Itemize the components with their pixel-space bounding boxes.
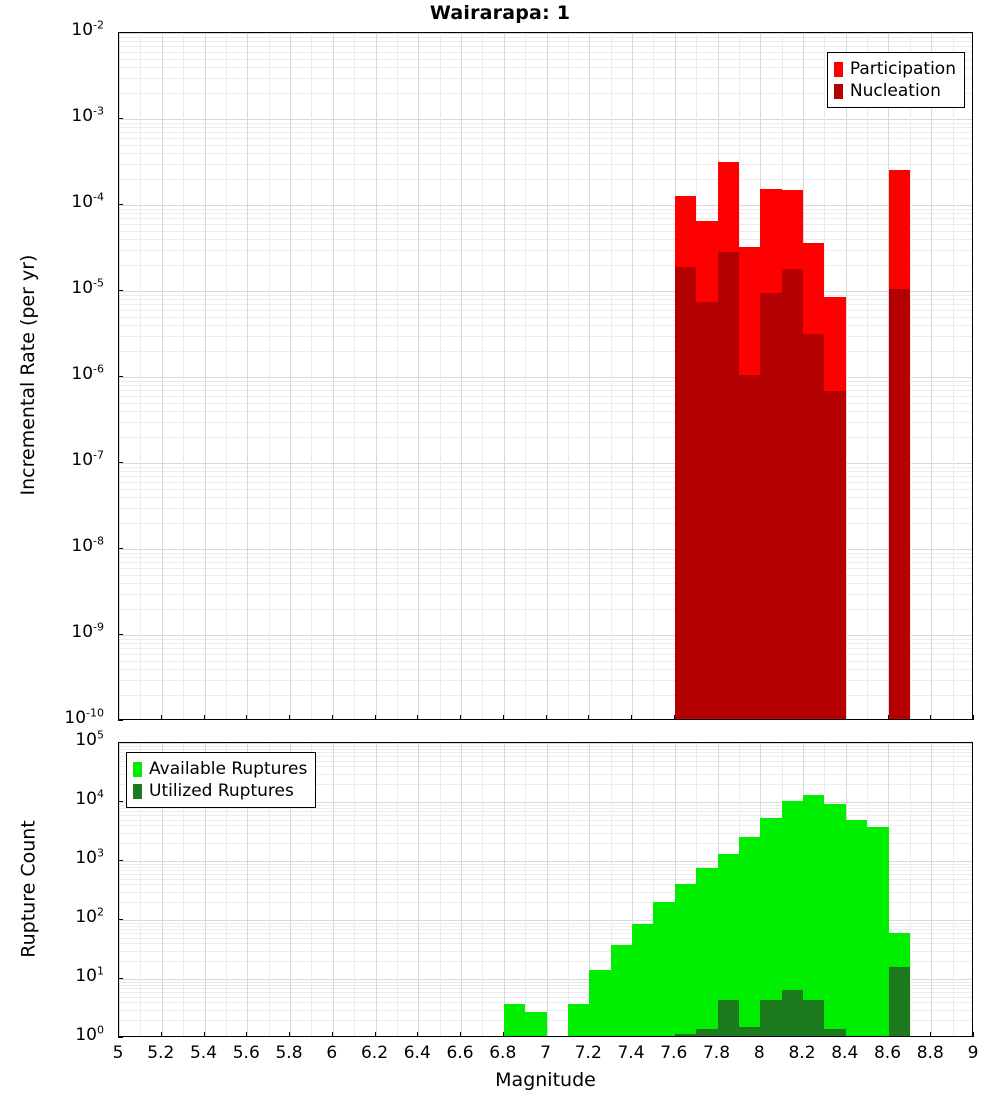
y-tick-label: $10^{-9}$ <box>71 620 104 642</box>
bar <box>760 1000 781 1036</box>
y-tick-label: $10^5$ <box>75 728 104 750</box>
bar <box>824 804 845 1036</box>
page-title: Wairarapa: 1 <box>429 2 571 24</box>
legend-item <box>133 758 307 780</box>
x-tick-label: 8.4 <box>831 1043 859 1063</box>
x-tick-label: 6.8 <box>489 1043 517 1063</box>
bar <box>867 827 888 1036</box>
x-tick-label: 7.2 <box>574 1043 602 1063</box>
bar <box>739 375 760 719</box>
legend-swatch-icon <box>133 784 142 799</box>
bar <box>696 868 717 1036</box>
x-tick-label: 5.6 <box>232 1043 260 1063</box>
x-tick-label: 5.8 <box>275 1043 303 1063</box>
legend-top <box>827 52 965 108</box>
bar <box>653 902 674 1036</box>
bar <box>611 945 632 1036</box>
legend-swatch-icon <box>834 62 843 77</box>
legend-label: Participation <box>849 59 956 79</box>
bar <box>846 820 867 1036</box>
y-tick-label: $10^4$ <box>75 787 104 809</box>
bar <box>739 1027 760 1036</box>
bar <box>803 334 824 719</box>
bar <box>824 391 845 719</box>
x-tick-label: 9 <box>967 1043 979 1063</box>
y-tick-label: $10^3$ <box>75 846 104 868</box>
y-tick-label: $10^{-10}$ <box>64 706 104 728</box>
y-axis-label-top: Incremental Rate (per yr) <box>17 254 39 496</box>
bar <box>675 1034 696 1036</box>
bar <box>696 1029 717 1036</box>
x-tick-label: 5.2 <box>147 1043 175 1063</box>
bar <box>589 970 610 1036</box>
x-tick-label: 6 <box>326 1043 338 1063</box>
bars-top <box>119 33 972 719</box>
y-tick-label: $10^2$ <box>75 905 104 927</box>
legend-swatch-icon <box>133 762 142 777</box>
legend-item <box>834 80 956 102</box>
x-tick-label: 7 <box>540 1043 551 1063</box>
x-tick-label: 5.4 <box>189 1043 218 1063</box>
bar <box>889 967 910 1036</box>
bar <box>696 302 717 719</box>
x-axis-label: Magnitude <box>495 1069 596 1091</box>
bar <box>782 269 803 719</box>
y-tick-label: $10^{-4}$ <box>71 190 104 212</box>
bar <box>568 1004 589 1036</box>
bar <box>525 1012 546 1036</box>
x-tick-label: 8.2 <box>788 1043 816 1063</box>
bar <box>718 252 739 719</box>
y-tick-label: $10^0$ <box>75 1023 104 1045</box>
bar <box>803 1000 824 1036</box>
bar <box>739 837 760 1036</box>
x-tick-label: 8 <box>753 1043 765 1063</box>
legend-swatch-icon <box>834 84 843 99</box>
bar <box>675 267 696 719</box>
x-tick-label: 8.8 <box>916 1043 944 1063</box>
legend-item <box>834 58 956 80</box>
legend-item <box>133 780 307 802</box>
y-tick-label: $10^{-7}$ <box>71 448 104 470</box>
y-tick-label: $10^{-3}$ <box>71 104 104 126</box>
y-axis-label-bottom: Rupture Count <box>17 819 39 958</box>
legend-bottom <box>126 752 316 808</box>
x-tick-label: 6.2 <box>360 1043 389 1063</box>
x-tick-label: 7.6 <box>660 1043 688 1063</box>
bar <box>782 990 803 1036</box>
y-tick-label: $10^1$ <box>75 964 104 986</box>
bar <box>824 1029 845 1036</box>
x-tick-label: 7.4 <box>617 1043 645 1063</box>
x-tick-label: 8.6 <box>873 1043 902 1063</box>
incremental-rate-plot <box>118 32 973 720</box>
bar <box>889 289 910 719</box>
bar <box>718 1000 739 1036</box>
x-tick-label: 6.4 <box>403 1043 431 1063</box>
legend-label: Nucleation <box>849 81 941 101</box>
bar <box>760 293 781 719</box>
legend-label: Available Ruptures <box>149 759 308 779</box>
x-tick-label: 5 <box>112 1043 124 1063</box>
legend-label: Utilized Ruptures <box>149 781 294 801</box>
bar <box>632 924 653 1036</box>
x-tick-label: 7.8 <box>702 1043 731 1063</box>
y-tick-label: $10^{-8}$ <box>71 534 104 556</box>
y-tick-label: $10^{-5}$ <box>71 276 104 298</box>
y-tick-label: $10^{-6}$ <box>71 362 104 384</box>
y-tick-label: $10^{-2}$ <box>71 18 104 40</box>
bar <box>504 1004 525 1036</box>
x-tick-label: 6.6 <box>446 1043 474 1063</box>
bar <box>675 884 696 1036</box>
